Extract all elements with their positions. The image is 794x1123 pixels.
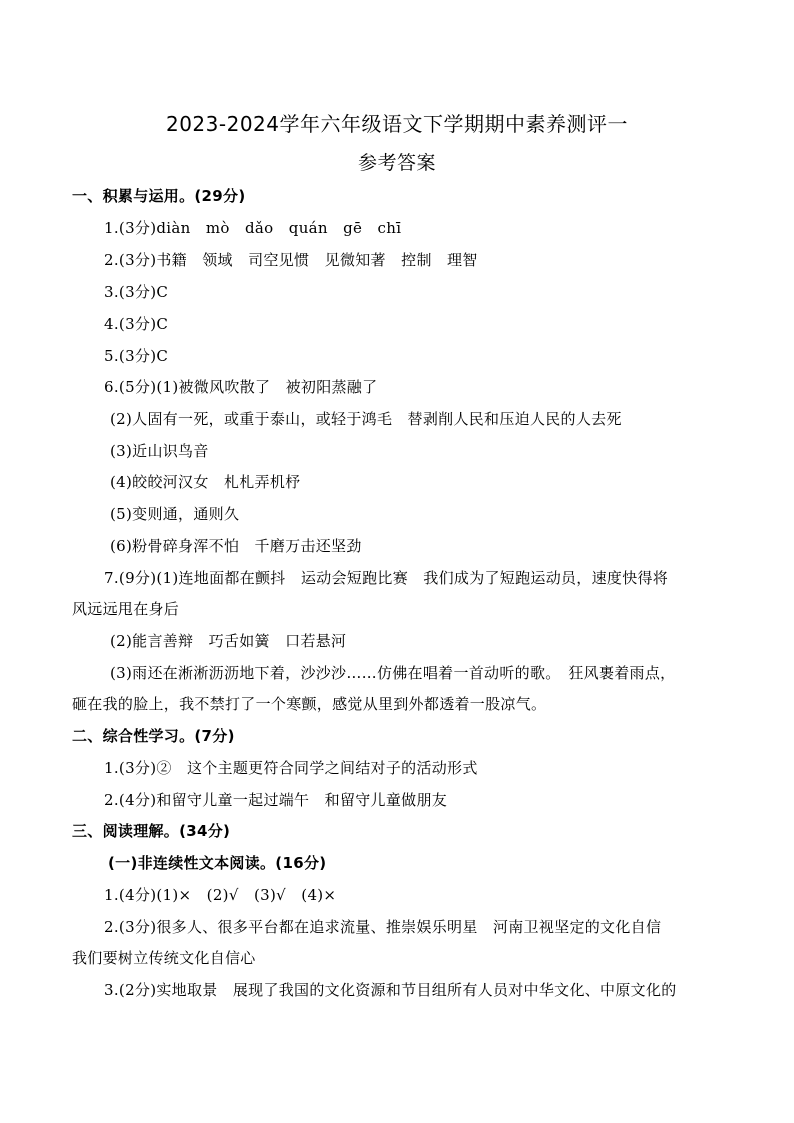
answer-line: 1.(3分)② 这个主题更符合同学之间结对子的活动形式 [104, 759, 478, 777]
answer-line: (3)雨还在淅淅沥沥地下着，沙沙沙……仿佛在唱着一首动听的歌。 狂风裹着雨点， [110, 664, 676, 682]
document-subtitle: 参考答案 [357, 152, 436, 174]
answer-line: 1.(4分)(1)× (2)√ (3)√ (4)× [104, 886, 337, 904]
answer-line: 风远远甩在身后 [72, 600, 180, 618]
section-heading: 一、积累与运用。(29分) [72, 187, 246, 205]
answer-line: 5.(3分)C [104, 347, 169, 365]
answer-line: (5)变则通，通则久 [110, 505, 240, 523]
answer-line: 2.(4分)和留守儿童一起过端午 和留守儿童做朋友 [104, 791, 448, 809]
answer-line: 1.(3分)diàn mò dǎo quán gē chī [104, 219, 402, 237]
answer-line: 4.(3分)C [104, 315, 169, 333]
section-heading: 二、综合性学习。(7分) [72, 727, 235, 745]
answer-line: (2)能言善辩 巧舌如簧 口若悬河 [110, 632, 347, 650]
answer-line: (3)近山识鸟音 [110, 442, 209, 460]
answer-line: (2)人固有一死，或重于泰山，或轻于鸿毛 替剥削人民和压迫人民的人去死 [110, 410, 622, 428]
section-heading: 三、阅读理解。(34分) [72, 822, 231, 840]
answer-line: 3.(3分)C [104, 283, 169, 301]
answer-line: 3.(2分)实地取景 展现了我国的文化资源和节目组所有人员对中华文化、中原文化的 [104, 981, 677, 999]
answer-line: 我们要树立传统文化自信心 [72, 949, 256, 967]
document-title: 2023-2024学年六年级语文下学期期中素养测评一 [165, 112, 628, 136]
answer-line: 6.(5分)(1)被微风吹散了 被初阳蒸融了 [104, 378, 378, 396]
subsection-heading: (一)非连续性文本阅读。(16分) [108, 854, 327, 872]
answer-line: 砸在我的脸上，我不禁打了一个寒颤，感觉从里到外都透着一股凉气。 [72, 695, 547, 713]
answer-line: 2.(3分)书籍 领域 司空见惯 见微知著 控制 理智 [104, 251, 478, 269]
answer-line: (4)皎皎河汉女 札札弄机杼 [110, 473, 301, 491]
answer-line: 7.(9分)(1)连地面都在颤抖 运动会短跑比赛 我们成为了短跑运动员，速度快得将 [104, 569, 669, 587]
answer-line: 2.(3分)很多人、很多平台都在追求流量、推崇娱乐明星 河南卫视坚定的文化自信 [104, 918, 662, 936]
answer-line: (6)粉骨碎身浑不怕 千磨万击还坚劲 [110, 537, 362, 555]
